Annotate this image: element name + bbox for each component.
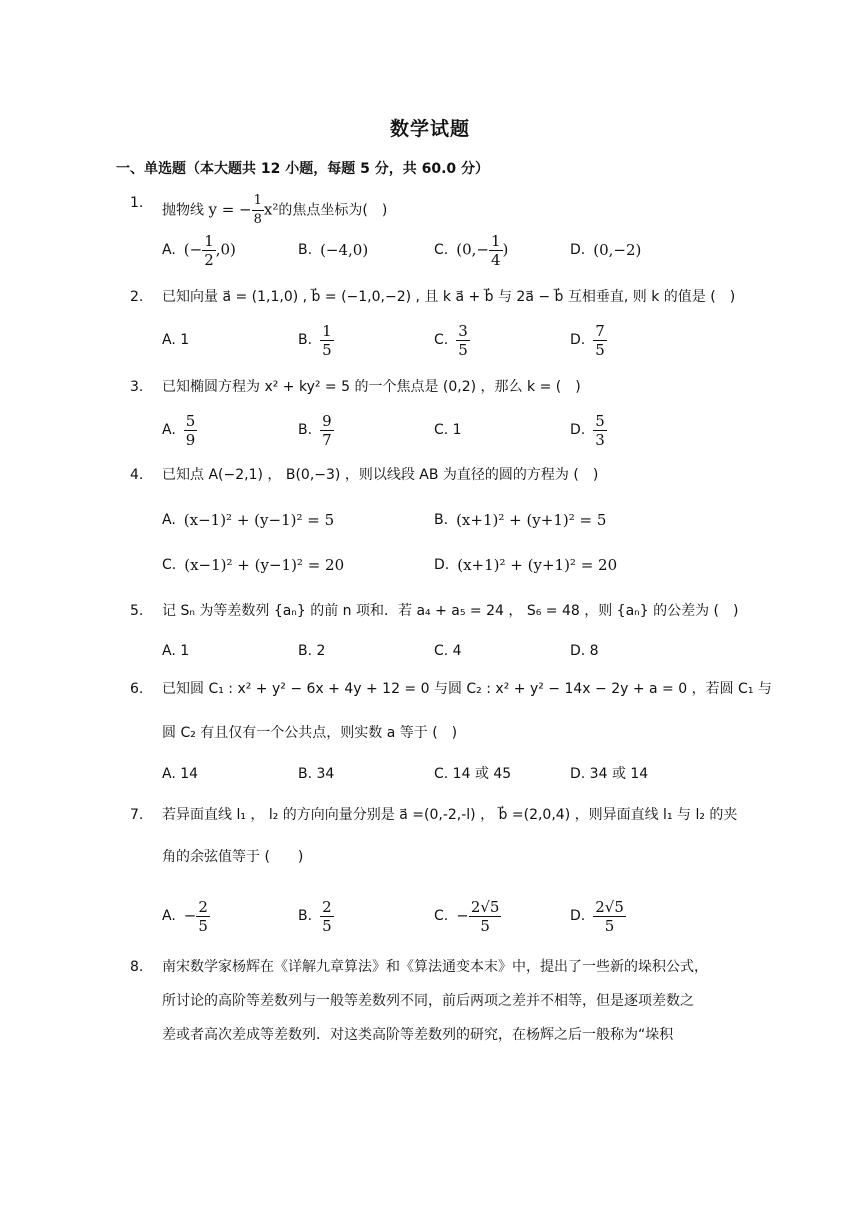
question-text: 抛物线 y = − $\frac{1}{8}$ x²的焦点坐标为( ) xyxy=(162,193,388,227)
question-text-continued: 角的余弦值等于 ( ) xyxy=(162,849,304,865)
option-b[interactable]: B. (x+1)² + (y+1)² = 5 xyxy=(434,511,607,529)
question-number: 2. xyxy=(130,289,144,305)
option-a[interactable]: A. 14 xyxy=(162,766,199,782)
paragraph-line: 差或者高次差成等差数列．对这类高阶等差数列的研究，在杨辉之后一般称为“垛积 xyxy=(162,1027,674,1043)
option-c[interactable]: C. 14 或 45 xyxy=(434,766,512,782)
option-b[interactable]: B. 34 xyxy=(298,766,335,782)
question-number: 6. xyxy=(130,681,144,697)
option-b[interactable]: B. (−4,0) xyxy=(298,241,369,259)
option-c[interactable]: C. − $\frac{2√5}{5}$ xyxy=(434,897,500,935)
question-text-continued: 圆 C₂ 有且仅有一个公共点，则实数 a 等于 ( ) xyxy=(162,725,458,741)
question-text: 已知向量 a⃗ = (1,1,0) , b⃗ = (−1,0,−2) , 且 k a⃗ + b⃗ 与 2a⃗ − b⃗ 互相垂直, 则 k 的值是 ( ) xyxy=(162,289,736,305)
option-a[interactable]: A. (x−1)² + (y−1)² = 5 xyxy=(162,511,335,529)
option-a[interactable]: A. 1 xyxy=(162,332,190,348)
option-d[interactable]: D. $\frac{2√5}{5}$ xyxy=(570,897,624,935)
option-d[interactable]: D. 8 xyxy=(570,643,599,659)
question-text: 已知椭圆方程为 x² + ky² = 5 的一个焦点是 (0,2) ，那么 k = ( ) xyxy=(162,379,581,395)
option-b[interactable]: B. 2 xyxy=(298,643,326,659)
question-number: 7. xyxy=(130,807,144,823)
option-d[interactable]: D. $\frac{5}{3}$ xyxy=(570,411,605,449)
option-c[interactable]: C. 4 xyxy=(434,643,462,659)
question-number: 1. xyxy=(130,195,144,211)
option-a[interactable]: A. − $\frac{2}{5}$ xyxy=(162,897,208,935)
paragraph-line: 南宋数学家杨辉在《详解九章算法》和《算法通变本末》中，提出了一些新的垛积公式， xyxy=(162,959,708,975)
question-number: 3. xyxy=(130,379,144,395)
option-d[interactable]: D. $\frac{7}{5}$ xyxy=(570,321,605,359)
section-heading: 一、单选题（本大题共 12 小题，每题 5 分，共 60.0 分） xyxy=(116,161,490,177)
question-number: 4. xyxy=(130,467,144,483)
question-number: 5. xyxy=(130,603,144,619)
page-title: 数学试题 xyxy=(389,118,470,140)
option-c[interactable]: C. (0,− $\frac{1}{4}$ ) xyxy=(434,231,509,269)
option-d[interactable]: D. (x+1)² + (y+1)² = 20 xyxy=(434,556,618,574)
option-c[interactable]: C. $\frac{3}{5}$ xyxy=(434,321,468,359)
option-a[interactable]: A. 1 xyxy=(162,643,190,659)
question-text: 已知圆 C₁ : x² + y² − 6x + 4y + 12 = 0 与圆 C₂ : x² + y² − 14x − 2y + a = 0 ，若圆 C₁ 与 xyxy=(162,681,772,697)
option-c[interactable]: C. 1 xyxy=(434,422,462,438)
question-number: 8. xyxy=(130,959,144,975)
question-text: 记 Sₙ 为等差数列 {aₙ} 的前 n 项和．若 a₄ + a₅ = 24 ， S₆ = 48 ，则 {aₙ} 的公差为 ( ) xyxy=(162,603,739,619)
option-b[interactable]: B. $\frac{2}{5}$ xyxy=(298,897,332,935)
question-text: 若异面直线 l₁ ， l₂ 的方向向量分别是 a⃗ =(0,-2,-l) ， b⃗ =(2,0,4) ，则异面直线 l₁ 与 l₂ 的夹 xyxy=(162,807,738,823)
option-d[interactable]: D. (0,−2) xyxy=(570,241,642,259)
option-a[interactable]: A. $\frac{5}{9}$ xyxy=(162,411,196,449)
question-text: 已知点 A(−2,1) ， B(0,−3) ，则以线段 AB 为直径的圆的方程为 ( ) xyxy=(162,467,599,483)
option-d[interactable]: D. 34 或 14 xyxy=(570,766,649,782)
option-b[interactable]: B. $\frac{1}{5}$ xyxy=(298,321,332,359)
option-a[interactable]: A. (− $\frac{1}{2}$ ,0) xyxy=(162,231,236,269)
option-c[interactable]: C. (x−1)² + (y−1)² = 20 xyxy=(162,556,345,574)
option-b[interactable]: B. $\frac{9}{7}$ xyxy=(298,411,332,449)
paragraph-line: 所讨论的高阶等差数列与一般等差数列不同，前后两项之差并不相等，但是逐项差数之 xyxy=(162,993,694,1009)
